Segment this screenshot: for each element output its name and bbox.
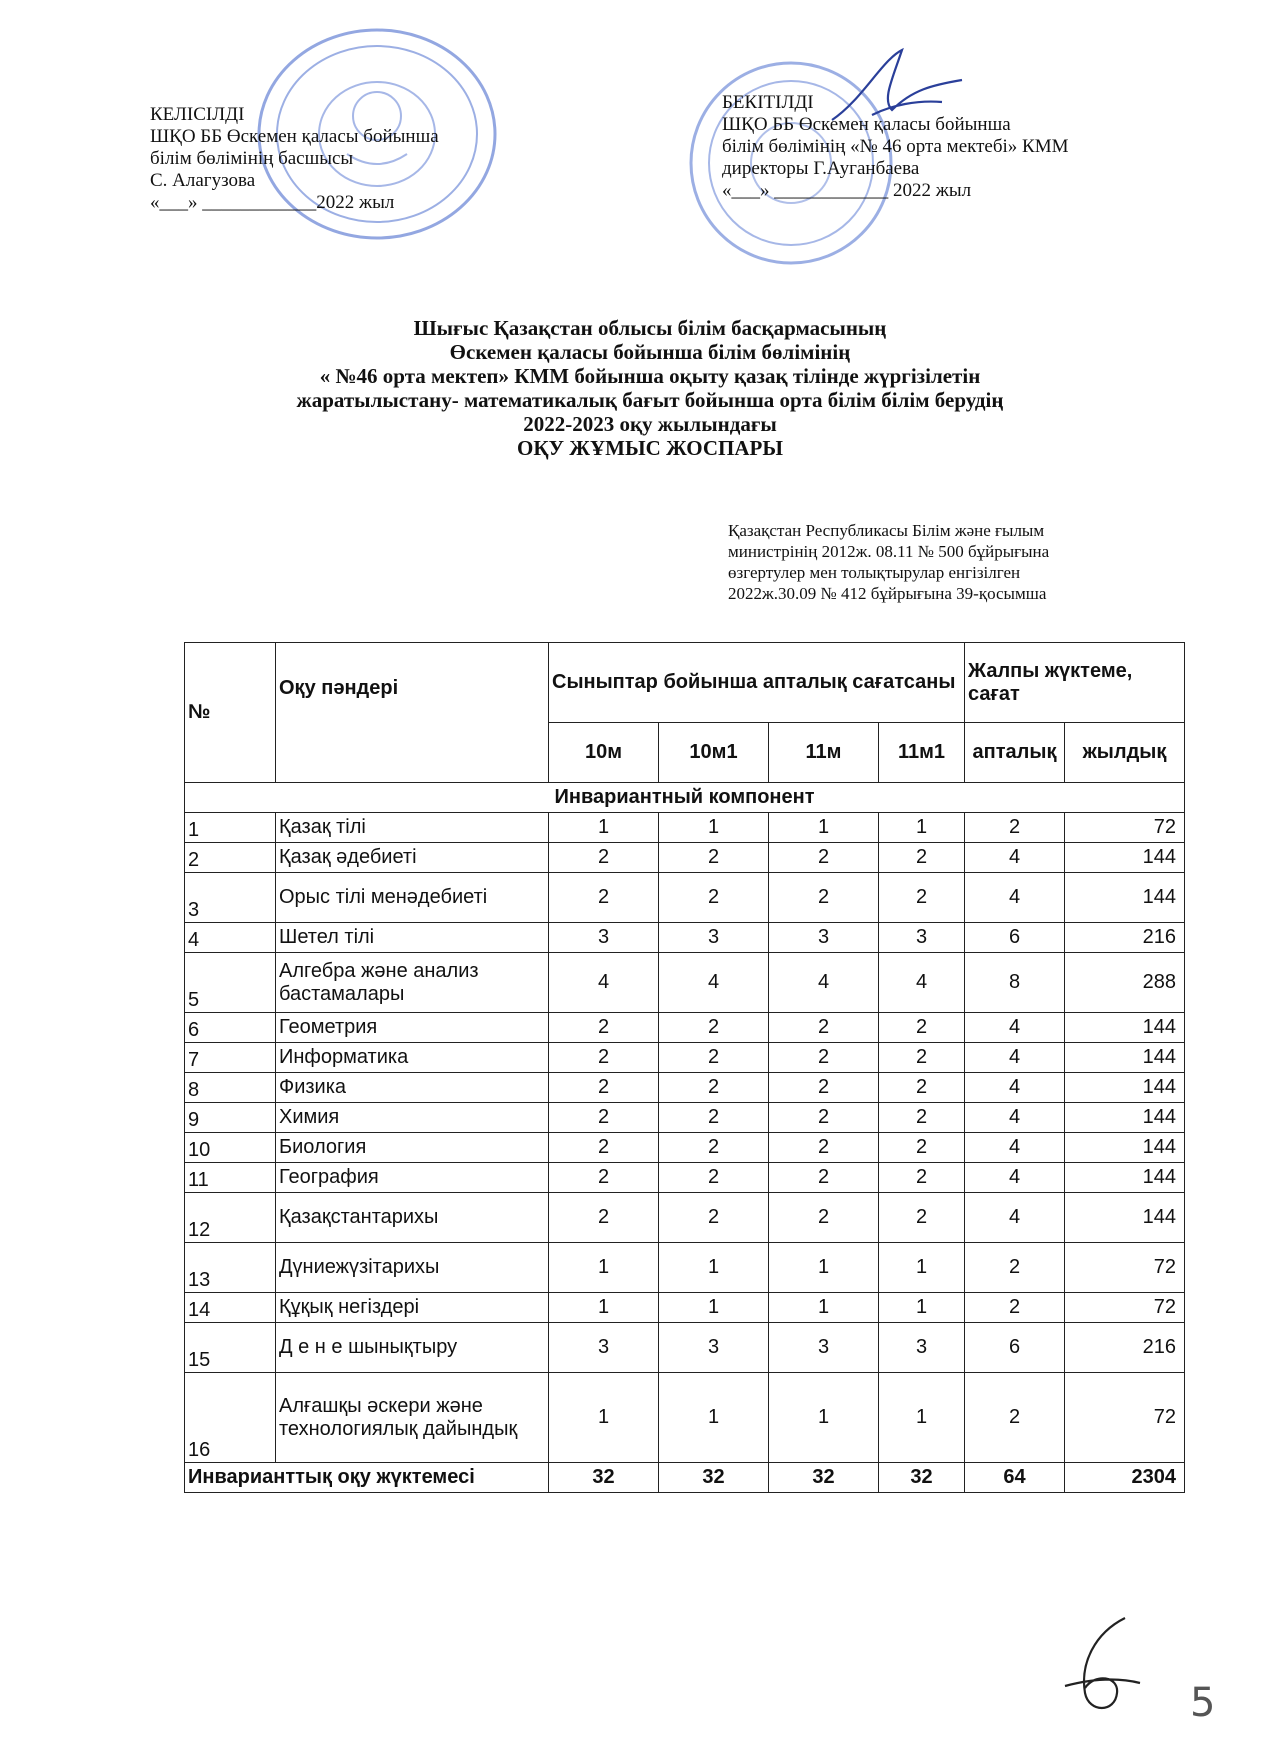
handwritten-mark [1055,1608,1145,1728]
hours-class-1: 2 [549,873,659,923]
header-subjects: Оқу пәндері [276,643,549,783]
hours-class-2: 2 [659,1013,769,1043]
hours-class-4: 2 [879,1013,965,1043]
table-row [185,873,1185,923]
hours-yearly: 72 [1065,1243,1185,1293]
hours-class-4: 2 [879,1163,965,1193]
subject-name: Геометрия [276,1013,549,1043]
hours-class-2: 2 [659,1103,769,1133]
subject-name: География [276,1163,549,1193]
hours-class-2: 3 [659,1323,769,1373]
hours-class-3: 2 [769,1163,879,1193]
header-yearly: жылдық [1065,723,1185,783]
hours-weekly: 4 [965,1073,1065,1103]
table-row [185,1373,1185,1463]
hours-class-1: 2 [549,1073,659,1103]
hours-class-1: 1 [549,1243,659,1293]
hours-class-4: 2 [879,1073,965,1103]
row-number: 6 [185,1013,276,1043]
hours-weekly: 2 [965,813,1065,843]
hours-class-3: 2 [769,1103,879,1133]
table-row [185,843,1185,873]
total-class-1: 32 [549,1463,659,1493]
hours-class-3: 1 [769,813,879,843]
hours-class-1: 2 [549,843,659,873]
hours-class-2: 2 [659,1133,769,1163]
hours-weekly: 4 [965,1163,1065,1193]
total-label: Инварианттық оқу жүктемесі [185,1463,549,1493]
hours-yearly: 72 [1065,1293,1185,1323]
subject-name: Биология [276,1133,549,1163]
hours-class-2: 2 [659,1073,769,1103]
table-row [185,1293,1185,1323]
hours-class-4: 2 [879,873,965,923]
title-line3: « №46 орта мектеп» КММ бойынша оқыту қазақ тілінде жүргізілетін [319,364,981,388]
row-number: 11 [185,1163,276,1193]
table-row [185,953,1185,1013]
hours-class-4: 1 [879,813,965,843]
hours-yearly: 144 [1065,873,1185,923]
hours-class-3: 1 [769,1293,879,1323]
hours-class-4: 2 [879,1103,965,1133]
header-num: № [185,643,276,783]
row-number: 7 [185,1043,276,1073]
hours-yearly: 144 [1065,1193,1185,1243]
section-row [185,783,1185,813]
header-weekly: апталық [965,723,1065,783]
hours-class-3: 2 [769,1193,879,1243]
hours-weekly: 2 [965,1293,1065,1323]
total-weekly: 64 [965,1463,1065,1493]
header-class-3: 11м [769,723,879,783]
header-weekly-by-class: Сыныптар бойынша апталық сағатсаны [549,643,965,723]
page-number: 5 [1190,1680,1216,1726]
hours-class-2: 2 [659,1193,769,1243]
row-number: 10 [185,1133,276,1163]
hours-class-3: 4 [769,953,879,1013]
order-note-line3: өзгертулер мен толықтырулар енгізілген [728,563,1021,582]
row-number: 13 [185,1243,276,1293]
document-title [150,316,1150,460]
hours-class-4: 2 [879,843,965,873]
total-row [185,1463,1185,1493]
hours-class-3: 2 [769,1043,879,1073]
hours-weekly: 6 [965,923,1065,953]
hours-weekly: 4 [965,1193,1065,1243]
hours-yearly: 288 [1065,953,1185,1013]
row-number: 15 [185,1323,276,1373]
approval-left-line5: «___» ____________2022 жыл [150,192,395,213]
hours-class-4: 2 [879,1133,965,1163]
row-number: 2 [185,843,276,873]
subject-name: Химия [276,1103,549,1133]
title-line5: 2022-2023 оқу жылындағы [523,412,777,436]
hours-yearly: 144 [1065,1163,1185,1193]
approval-right-line4: директоры Г.Ауганбаева [722,158,920,179]
hours-yearly: 72 [1065,813,1185,843]
table-row [185,1103,1185,1133]
hours-class-3: 2 [769,1133,879,1163]
hours-weekly: 4 [965,1013,1065,1043]
row-number: 4 [185,923,276,953]
row-number: 5 [185,953,276,1013]
subject-name: Физика [276,1073,549,1103]
approval-left-line4: С. Алагузова [150,170,256,191]
order-note-line1: Қазақстан Республикасы Білім және ғылым [728,521,1045,540]
row-number: 12 [185,1193,276,1243]
hours-class-1: 2 [549,1103,659,1133]
hours-class-4: 1 [879,1373,965,1463]
hours-class-1: 3 [549,1323,659,1373]
title-line1: Шығыс Қазақстан облысы білім басқармасының [413,316,887,340]
hours-class-2: 1 [659,1243,769,1293]
table-row [185,813,1185,843]
header-class-4: 11м1 [879,723,965,783]
table-row [185,1043,1185,1073]
approval-right-line2: ШҚО ББ Өскемен қаласы бойынша [722,114,1011,135]
hours-class-4: 3 [879,923,965,953]
hours-class-4: 2 [879,1193,965,1243]
hours-class-2: 1 [659,1293,769,1323]
table-row [185,1243,1185,1293]
hours-class-1: 2 [549,1043,659,1073]
hours-class-1: 2 [549,1163,659,1193]
subject-name: Қазақстантарихы [276,1193,549,1243]
subject-name: Орыс тілі менәдебиеті [276,873,549,923]
hours-weekly: 4 [965,1043,1065,1073]
table-row [185,1133,1185,1163]
hours-class-4: 4 [879,953,965,1013]
row-number: 9 [185,1103,276,1133]
hours-class-3: 2 [769,1013,879,1043]
hours-class-1: 3 [549,923,659,953]
approval-left-line1: КЕЛІСІЛДІ [150,104,245,125]
subject-name: Информатика [276,1043,549,1073]
title-line4: жаратылыстану- математикалық бағыт бойынша орта білім білім берудің [296,388,1004,412]
hours-class-2: 2 [659,1163,769,1193]
hours-class-1: 2 [549,1133,659,1163]
row-number: 14 [185,1293,276,1323]
order-note-line2: министрінің 2012ж. 08.11 № 500 бұйрығына [728,542,1050,561]
subject-name: Д е н е шынықтыру [276,1323,549,1373]
hours-yearly: 144 [1065,1013,1185,1043]
hours-class-3: 2 [769,1073,879,1103]
table-row [185,1163,1185,1193]
hours-weekly: 6 [965,1323,1065,1373]
subject-name: Алгебра және анализ бастамалары [276,953,549,1013]
hours-class-1: 2 [549,1013,659,1043]
hours-class-3: 2 [769,843,879,873]
hours-class-2: 3 [659,923,769,953]
order-reference-note [728,520,1049,604]
hours-yearly: 144 [1065,1133,1185,1163]
row-number: 8 [185,1073,276,1103]
hours-class-2: 2 [659,843,769,873]
curriculum-table [184,642,1185,1493]
header-total-load: Жалпы жүктеме, сағат [965,643,1185,723]
subject-name: Дүниежүзітарихы [276,1243,549,1293]
table-row [185,1073,1185,1103]
hours-yearly: 216 [1065,923,1185,953]
hours-class-2: 4 [659,953,769,1013]
hours-weekly: 4 [965,843,1065,873]
hours-weekly: 8 [965,953,1065,1013]
hours-class-2: 2 [659,873,769,923]
table-row [185,1013,1185,1043]
subject-name: Қазақ әдебиеті [276,843,549,873]
hours-class-1: 1 [549,1293,659,1323]
hours-class-1: 2 [549,1193,659,1243]
hours-class-4: 3 [879,1323,965,1373]
total-class-4: 32 [879,1463,965,1493]
total-class-2: 32 [659,1463,769,1493]
title-line2: Өскемен қаласы бойынша білім бөлімінің [449,340,851,364]
hours-class-3: 1 [769,1373,879,1463]
approval-right-line5: «___» ____________ 2022 жыл [722,180,972,201]
hours-class-3: 3 [769,1323,879,1373]
hours-class-3: 3 [769,923,879,953]
approval-block-left [150,104,439,214]
row-number: 16 [185,1373,276,1463]
hours-weekly: 2 [965,1373,1065,1463]
hours-class-3: 1 [769,1243,879,1293]
approval-right-line3: білім бөлімінің «№ 46 орта мектебі» КММ [722,136,1069,157]
header-class-2: 10м1 [659,723,769,783]
header-class-1: 10м [549,723,659,783]
total-yearly: 2304 [1065,1463,1185,1493]
hours-class-1: 1 [549,813,659,843]
order-note-line4: 2022ж.30.09 № 412 бұйрығына 39-қосымша [728,584,1047,603]
hours-yearly: 144 [1065,1043,1185,1073]
subject-name: Қазақ тілі [276,813,549,843]
approval-left-line2: ШҚО ББ Өскемен қаласы бойынша [150,126,439,147]
hours-class-1: 4 [549,953,659,1013]
title-line6: ОҚУ ЖҰМЫС ЖОСПАРЫ [517,436,783,460]
table-row [185,1323,1185,1373]
hours-weekly: 4 [965,873,1065,923]
row-number: 1 [185,813,276,843]
total-class-3: 32 [769,1463,879,1493]
hours-yearly: 216 [1065,1323,1185,1373]
hours-weekly: 2 [965,1243,1065,1293]
hours-class-4: 1 [879,1293,965,1323]
hours-class-2: 1 [659,813,769,843]
subject-name: Алғашқы әскери және технологиялық дайындық [276,1373,549,1463]
row-number: 3 [185,873,276,923]
hours-class-2: 2 [659,1043,769,1073]
table-row [185,1193,1185,1243]
approval-left-line3: білім бөлімінің басшысы [150,148,354,169]
hours-class-3: 2 [769,873,879,923]
hours-weekly: 4 [965,1133,1065,1163]
hours-class-4: 1 [879,1243,965,1293]
table-row [185,923,1185,953]
hours-yearly: 144 [1065,1103,1185,1133]
hours-yearly: 144 [1065,843,1185,873]
table-header-row [185,643,1185,723]
subject-name: Шетел тілі [276,923,549,953]
subject-name: Құқық негіздері [276,1293,549,1323]
hours-class-4: 2 [879,1043,965,1073]
hours-weekly: 4 [965,1103,1065,1133]
hours-yearly: 72 [1065,1373,1185,1463]
approval-right-line1: БЕКІТІЛДІ [722,92,814,113]
hours-class-1: 1 [549,1373,659,1463]
hours-yearly: 144 [1065,1073,1185,1103]
approval-block-right [722,92,1069,202]
section-label: Инвариантный компонент [185,783,1185,813]
hours-class-2: 1 [659,1373,769,1463]
